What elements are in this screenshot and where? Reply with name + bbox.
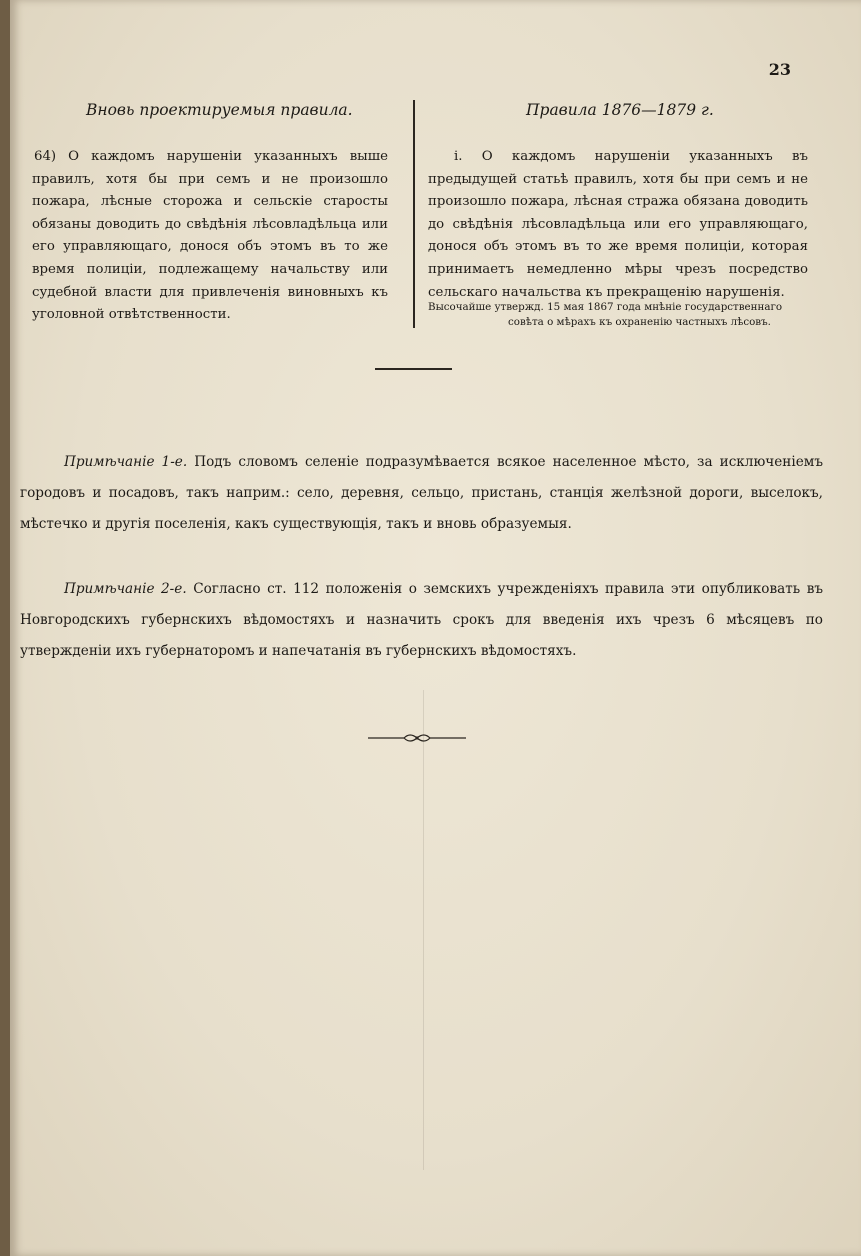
right-column-heading: Правила 1876—1879 г.	[526, 101, 714, 119]
note-2-label: Примѣчаніе 2-е.	[64, 581, 187, 597]
note-1-label: Примѣчаніе 1-е.	[64, 454, 188, 470]
note-1	[10, 447, 823, 540]
source-citation	[428, 300, 813, 330]
note-2	[10, 574, 823, 667]
column-divider	[413, 100, 415, 328]
page-number: 23	[768, 60, 791, 79]
section-divider	[375, 368, 452, 370]
document-page	[10, 0, 861, 1256]
source-citation-line-2: совѣта о мѣрахъ къ охраненію частныхъ лѣсовъ.	[508, 316, 771, 328]
right-column-paragraph: і. О каждомъ нарушеніи указанныхъ въ предыдущей статьѣ правилъ, хотя бы при семъ и не произошло пожара, лѣсная стража обязана доводить до свѣдѣнія лѣсовладѣльца или его управляющаго, донося объ этомъ въ то же время полиціи, которая принимаетъ немедленно мѣры чрезъ посредство сельскаго начальства къ прекращенію нарушенія.	[428, 149, 808, 300]
ornament-divider	[368, 730, 466, 746]
right-column-text	[428, 146, 808, 304]
note-1-text: Подъ словомъ селеніе подразумѣвается всякое населенное мѣсто, за исключеніемъ городовъ и посадовъ, такъ наприм.: село, деревня, сельцо, пристань, станція желѣзной дороги, выселокъ, мѣстечко и другія поселенія, какъ существующія, такъ и вновь образуемыя.	[20, 454, 823, 532]
left-column-text: 64) О каждомъ нарушеніи указанныхъ выше правилъ, хотя бы при семъ и не произошло пожара, лѣсные сторожа и сельскіе старосты обязаны доводить до свѣдѣнія лѣсовладѣльца или его управляющаго, донося объ этомъ въ то же время полиціи, подлежащему начальству или судебной власти для привлеченія виновныхъ къ уголовной отвѣтственности.	[32, 149, 388, 323]
note-2-text: Согласно ст. 112 положенія о земскихъ учрежденіяхъ правила эти опубликовать въ Новгородскихъ губернскихъ вѣдомостяхъ и назначить срокъ для введенія ихъ чрезъ 6 мѣсяцевъ по утвержденіи ихъ губернаторомъ и напечатанія въ губернскихъ вѣдомостяхъ.	[20, 581, 824, 659]
bleed-through-rule	[423, 690, 424, 1170]
source-citation-line-1: Высочайше утвержд. 15 мая 1867 года мнѣніе государственнаго	[428, 301, 783, 313]
left-column-heading: Вновь проектируемыя правила.	[86, 101, 353, 119]
